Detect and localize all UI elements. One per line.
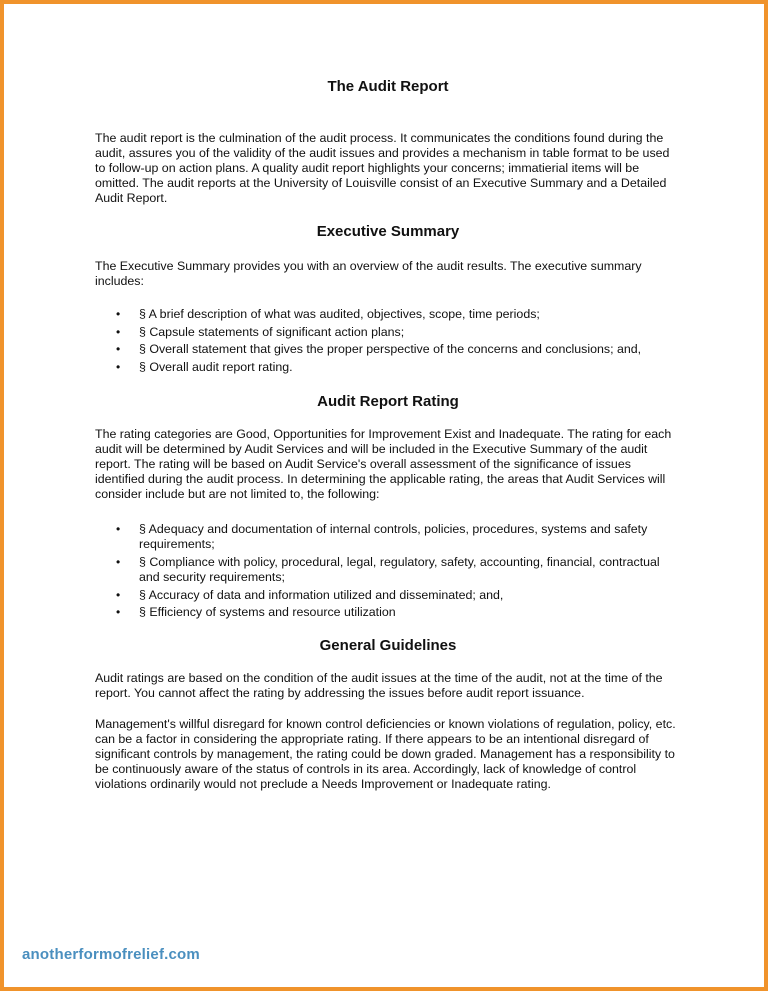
- bullet-icon: •: [116, 554, 121, 569]
- bullet-icon: •: [116, 359, 121, 374]
- watermark-link[interactable]: anotherformofrelief.com: [22, 946, 200, 963]
- list-item: • § Capsule statements of significant action plans;: [116, 324, 405, 339]
- bullet-icon: •: [116, 307, 121, 321]
- general-guidelines-paragraph-2: Management's willful disregard for known control deficiencies or known violations of regulation, policy, etc. can be a factor in considering the appropriate rating. If there appears to be an intentional disregard of significant controls by management, the rating could be down graded. Management has a responsibility to be continuously aware of the status of controls in its area. Accordingly, lack of knowledge of control violations ordinarily would not preclude a Needs Improvement or Inadequate rating.: [95, 717, 676, 791]
- bullet-icon: •: [116, 587, 121, 602]
- executive-summary-list: [95, 307, 681, 377]
- audit-report-rating-list: [95, 522, 681, 623]
- intro-paragraph: The audit report is the culmination of the audit process. It communicates the conditions found during the audit, assures you of the validity of the audit issues and provides a mechanism in table format to be used to follow-up on action plans. A quality audit report highlights your concerns; immatierial items will be omitted. The audit reports at the University of Louisville consist of an Executive Summary and a Detailed Audit Report.: [95, 131, 670, 205]
- audit-report-rating-text: The rating categories are Good, Opportunities for Improvement Exist and Inadequate. The rating for each audit will be determined by Audit Services and will be included in the Executive Summary of the audit report. The rating will be based on Audit Service's overall assessment of the significance of issues identified during the audit process. In determining the applicable rating, the areas that Audit Services will consider include but are not limited to, the following:: [95, 427, 672, 501]
- section-heading-audit-report-rating: Audit Report Rating: [317, 393, 459, 410]
- document-title: The Audit Report: [327, 78, 449, 95]
- general-guidelines-paragraph-1: Audit ratings are based on the condition of the audit issues at the time of the audit, not at the time of the report. You cannot affect the rating by addressing the issues before audit report issuance.: [95, 671, 663, 700]
- bullet-icon: •: [116, 605, 121, 620]
- list-item: • § Efficiency of systems and resource utilization: [116, 605, 396, 620]
- executive-summary-text: The Executive Summary provides you with an overview of the audit results. The executive summary includes:: [95, 259, 642, 288]
- section-heading-general-guidelines: General Guidelines: [319, 637, 457, 654]
- list-item: • § Accuracy of data and information utilized and disseminated; and,: [116, 587, 504, 602]
- list-item: • § Compliance with policy, procedural, legal, regulatory, safety, accounting, financial, contractual and security requirements;: [116, 554, 660, 584]
- bullet-icon: •: [116, 522, 121, 536]
- bullet-icon: •: [116, 324, 121, 339]
- list-item: • § A brief description of what was audited, objectives, scope, time periods;: [116, 307, 540, 321]
- bullet-icon: •: [116, 342, 121, 357]
- list-item: • § Overall audit report rating.: [116, 359, 293, 374]
- section-heading-executive-summary: Executive Summary: [316, 223, 460, 240]
- list-item: • § Overall statement that gives the proper perspective of the concerns and conclusions; and,: [116, 342, 642, 357]
- list-item: • § Adequacy and documentation of internal controls, policies, procedures, systems and safety requirements;: [116, 522, 648, 552]
